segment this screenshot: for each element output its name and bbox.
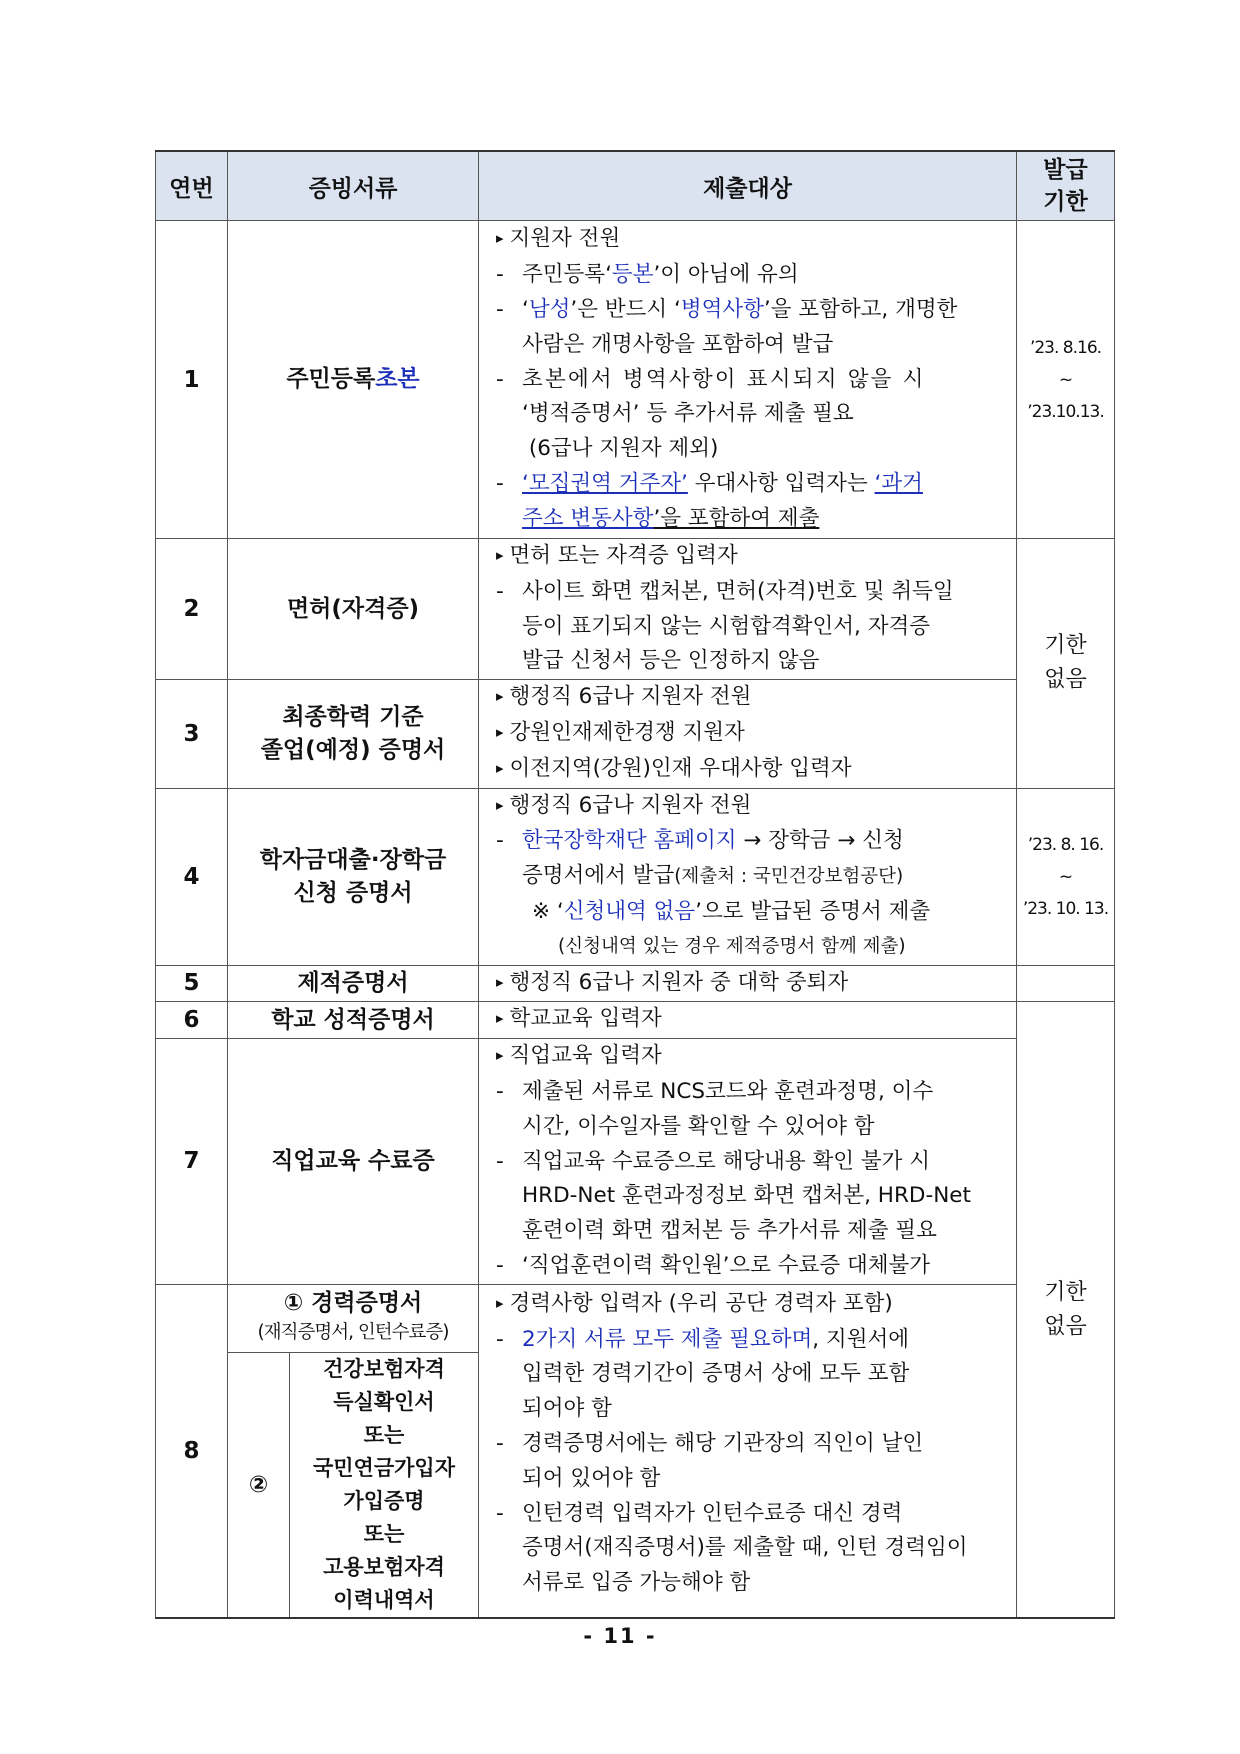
document-name: 최종학력 기준 졸업(예정) 증명서 [228, 680, 479, 788]
target-cell: ▸ 학교교육 입력자 [479, 1002, 1017, 1039]
header-row [156, 151, 1115, 221]
target-cell: ▸ 행정직 6급나 지원자 중 대학 중퇴자 [479, 965, 1017, 1002]
row-number: 6 [156, 1002, 228, 1039]
document-name: 학자금대출·장학금 신청 증명서 [228, 788, 479, 965]
page-number: - 11 - [583, 1624, 657, 1648]
table-row [156, 539, 1115, 680]
table-row [156, 1039, 1115, 1285]
row-number: 4 [156, 788, 228, 965]
table-row [156, 788, 1115, 965]
row-number: 1 [156, 221, 228, 539]
deadline-cell: ’23. 8. 16. ~ ’23. 10. 13. [1017, 788, 1115, 965]
target-cell: ▸ 행정직 6급나 지원자 전원 ▸ 강원인재제한경쟁 지원자 ▸ 이전지역(강원)인재 우대사항 입력자 [479, 680, 1017, 788]
target-cell: ▸ 행정직 6급나 지원자 전원 - 한국장학재단 홈페이지 → 장학금 → 신청 증명서에서 발급(제출처 : 국민건강보험공단) ※ ‘신청내역 없음’으로 발급된 증명서 제출 (신청내역 있는 경우 제적증명서 함께 제출) [479, 788, 1017, 965]
target-cell: ▸ 지원자 전원 - 주민등록‘등본’이 아님에 유의 - ‘남성’은 반드시 ‘병역사항’을 포함하고, 개명한 사람은 개명사항을 포함하여 발급 - 초본에서 병역사항이 표시되지 않을 시 ‘병적증명서’ 등 추가서류 제출 필요 (6급나 지원자 제외) - ‘모집권역 거주자’ 우대사항 입력자는 ‘과거 주소 변동사항’을 포함하여 제출 [479, 221, 1017, 539]
document-mark: ② [228, 1352, 290, 1618]
deadline-cell: 기한 없음 [1017, 539, 1115, 789]
row-number: 8 [156, 1284, 228, 1618]
table-row [156, 680, 1115, 788]
row-number: 2 [156, 539, 228, 680]
table-row [156, 1284, 1115, 1352]
table-row [156, 965, 1115, 1002]
document-name: 주민등록초본 [228, 221, 479, 539]
row-number: 5 [156, 965, 228, 1002]
target-cell: ▸ 경력사항 입력자 (우리 공단 경력자 포함) - 2가지 서류 모두 제출 필요하며, 지원서에 입력한 경력기간이 증명서 상에 모두 포함 되어야 함 - 경력증명서에는 해당 기관장의 직인이 날인 되어 있어야 함 - 인턴경력 입력자가 인턴수료증 대신 경력 증명서(재직증명서)를 제출할 때, 인턴 경력임이 서류로 입증 가능해야 함 [479, 1284, 1017, 1618]
document-name: 직업교육 수료증 [228, 1039, 479, 1285]
table-row [156, 1002, 1115, 1039]
document-name: 학교 성적증명서 [228, 1002, 479, 1039]
deadline-cell: 기한 없음 [1017, 1002, 1115, 1618]
row-number: 3 [156, 680, 228, 788]
document-name: 제적증명서 [228, 965, 479, 1002]
header-target: 제출대상 [479, 151, 1017, 221]
row-number: 7 [156, 1039, 228, 1285]
document-table [155, 150, 1115, 1619]
header-document: 증빙서류 [228, 151, 479, 221]
table-row [156, 221, 1115, 539]
target-cell: ▸ 직업교육 입력자 - 제출된 서류로 NCS코드와 훈련과정명, 이수 시간, 이수일자를 확인할 수 있어야 함 - 직업교육 수료증으로 해당내용 확인 불가 시 HRD-Net 훈련과정정보 화면 캡처본, HRD-Net 훈련이력 화면 캡처본 등 추가서류 제출 필요 - ‘직업훈련이력 확인원’으로 수료증 대체불가 [479, 1039, 1017, 1285]
document-name: ① 경력증명서 (재직증명서, 인턴수료증) [228, 1284, 479, 1352]
header-deadline: 발급 기한 [1017, 151, 1115, 221]
target-cell: ▸ 면허 또는 자격증 입력자 - 사이트 화면 캡처본, 면허(자격)번호 및 취득일 등이 표기되지 않는 시험합격확인서, 자격증 발급 신청서 등은 인정하지 않음 [479, 539, 1017, 680]
deadline-cell: ’23. 8.16. ~ ’23.10.13. [1017, 221, 1115, 539]
header-no: 연번 [156, 151, 228, 221]
document-name: 건강보험자격 득실확인서 또는 국민연금가입자 가입증명 또는 고용보험자격 이력내역서 [290, 1352, 479, 1618]
deadline-cell [1017, 965, 1115, 1002]
document-name: 면허(자격증) [228, 539, 479, 680]
